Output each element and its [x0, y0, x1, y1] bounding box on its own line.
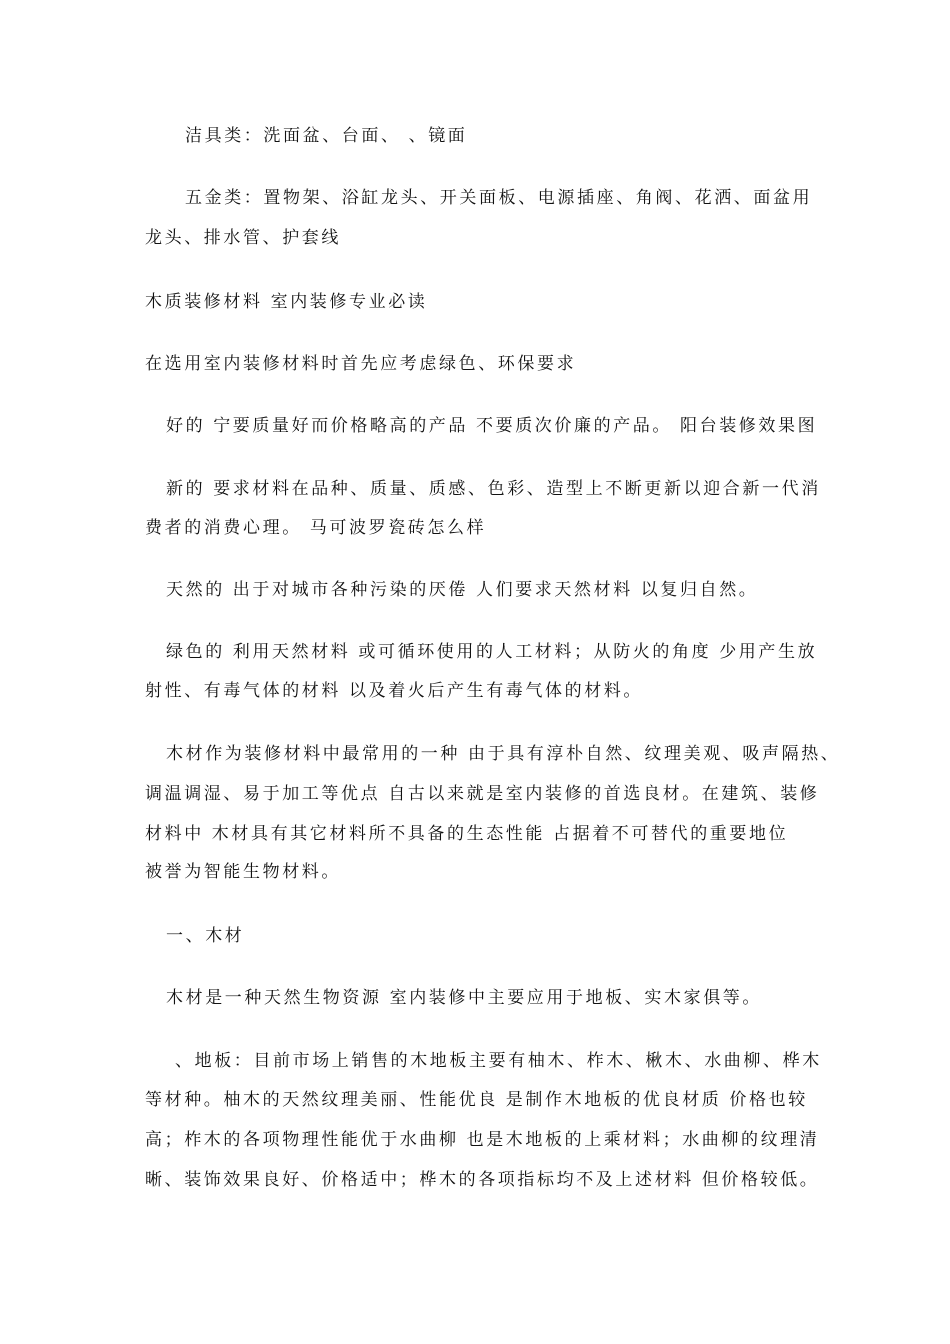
section-heading-wood-materials: 木质装修材料 室内装修专业必读 [145, 292, 428, 312]
text-line-wood-intro-4: 被誉为智能生物材料。 [145, 862, 341, 882]
text-line-natural: 天然的 出于对城市各种污染的厌倦 人们要求天然材料 以复归自然。 [166, 580, 759, 600]
text-line-wood-intro: 木材作为装修材料中最常用的一种 由于具有淳朴自然、纹理美观、吸声隔热、 [166, 744, 841, 764]
text-line-wood-intro-3: 材料中 木材具有其它材料所不具备的生态性能 占据着不可替代的重要地位 [145, 824, 789, 844]
text-line-flooring: 、地板：目前市场上销售的木地板主要有柚木、柞木、楸木、水曲柳、桦木 [175, 1051, 822, 1071]
text-line-hardware: 五金类：置物架、浴缸龙头、开关面板、电源插座、角阀、花洒、面盆用 [185, 188, 813, 208]
text-line-green-cont: 射性、有毒气体的材料 以及着火后产生有毒气体的材料。 [145, 681, 644, 701]
text-line-new: 新的 要求材料在品种、质量、质感、色彩、造型上不断更新以迎合新一代消 [166, 479, 821, 499]
text-line-green-requirement: 在选用室内装修材料时首先应考虑绿色、环保要求 [145, 354, 577, 374]
text-line-wood-resource: 木材是一种天然生物资源 室内装修中主要应用于地板、实木家俱等。 [166, 988, 763, 1008]
section-heading-wood: 一、木材 [166, 926, 245, 946]
text-line-flooring-3: 高；柞木的各项物理性能优于水曲柳 也是木地板的上乘材料；水曲柳的纹理清 [145, 1130, 820, 1150]
text-line-sanitary: 洁具类：洗面盆、台面、 、镜面 [185, 126, 468, 146]
text-line-hardware-cont: 龙头、排水管、护套线 [145, 228, 341, 248]
text-line-wood-intro-2: 调温调湿、易于加工等优点 自古以来就是室内装修的首选良材。在建筑、装修 [145, 784, 820, 804]
text-line-green: 绿色的 利用天然材料 或可循环使用的人工材料；从防火的角度 少用产生放 [166, 642, 818, 662]
text-line-flooring-2: 等材种。柚木的天然纹理美丽、性能优良 是制作木地板的优良材质 价格也较 [145, 1090, 808, 1110]
text-line-quality: 好的 宁要质量好而价格略高的产品 不要质次价廉的产品。 阳台装修效果图 [166, 416, 818, 436]
text-line-flooring-4: 晰、装饰效果良好、价格适中；桦木的各项指标均不及上述材料 但价格较低。 [145, 1170, 820, 1190]
text-line-new-cont: 费者的消费心理。 马可波罗瓷砖怎么样 [145, 518, 487, 538]
